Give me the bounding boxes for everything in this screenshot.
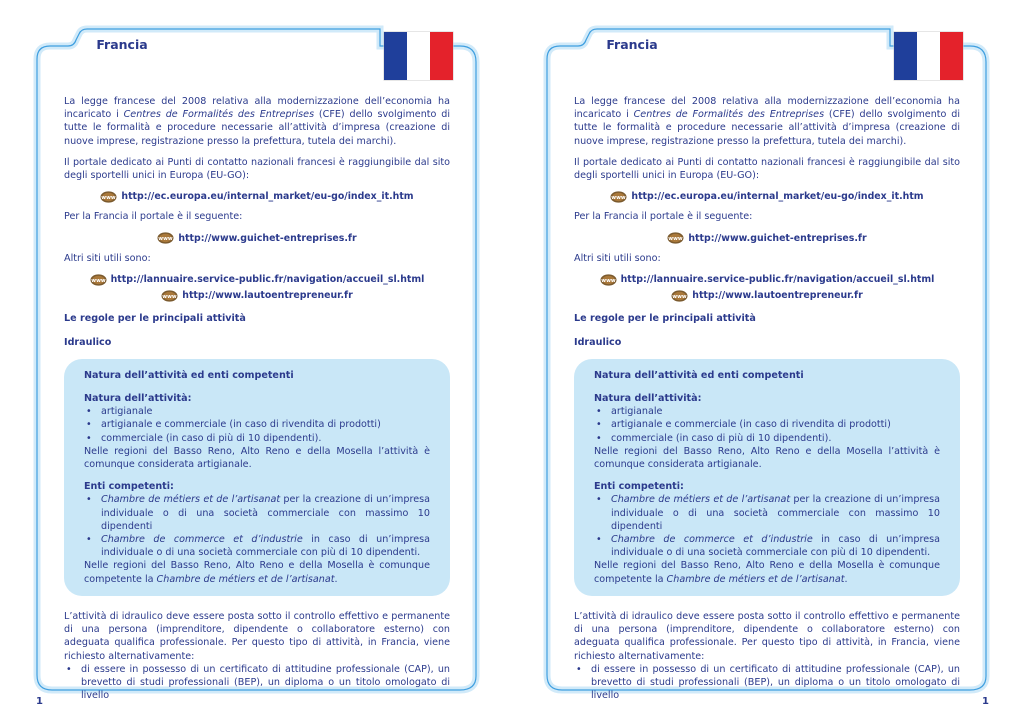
intro-paragraph-4: Altri siti utili sono:	[574, 252, 661, 264]
www-globe-icon	[667, 232, 684, 244]
section-heading: Le regole per le principali attività	[574, 313, 756, 325]
list-item: • artigianale	[594, 405, 940, 418]
list-item: • Chambre de métiers et de l’artisanat per la creazione di un’impresa individuale o di una società commerciale con massimo 10 dipendenti	[84, 493, 430, 533]
intro-paragraph-3: Per la Francia il portale è il seguente:	[574, 211, 753, 223]
www-globe-icon	[600, 274, 617, 286]
svg-text:www: www	[101, 194, 117, 201]
box-heading: Natura dell’attività ed enti competenti	[84, 369, 294, 381]
info-box	[64, 359, 450, 596]
link-eu-go[interactable]: www http://ec.europa.eu/internal_market/eu-go/index_it.htm	[101, 191, 414, 203]
enti-note: Nelle regioni del Basso Reno, Alto Reno e della Mosella è comunque competente la Chambre de métiers et de l’artisanat.	[594, 560, 940, 585]
enti-note: Nelle regioni del Basso Reno, Alto Reno e della Mosella è comunque competente la Chambre de métiers et de l’artisanat.	[84, 560, 430, 585]
intro-paragraph-3: Per la Francia il portale è il seguente:	[64, 211, 243, 223]
natura-title: Natura dell’attività:	[594, 393, 702, 405]
list-item: • Chambre de commerce et d’industrie in caso di un’impresa individuale o di una società commerciale con più di 10 dipendenti.	[594, 533, 940, 559]
after-box-paragraph: L’attività di idraulico deve essere posta sotto il controllo effettivo e permanente di una persona (imprenditore, dipendente o collaboratore esterno) con adeguata qualifica professionale. Per questo tipo di attività, in Francia, viene richiesto alternativamente:	[574, 610, 960, 662]
link-annuaire[interactable]: www http://lannuaire.service-public.fr/navigation/accueil_sl.html	[90, 274, 425, 286]
natura-list	[594, 405, 940, 445]
info-box	[574, 359, 960, 596]
enti-title: Enti competenti:	[594, 481, 684, 493]
header-title: Francia	[96, 37, 148, 52]
svg-text:www: www	[600, 277, 616, 284]
intro-paragraph-1: La legge francese del 2008 relativa alla modernizzazione dell’economia ha incaricato i Centres de Formalités des Entreprises (CFE) dello svolgimento di tutte le formalità e procedure necessarie all’attività d’impresa (creazione di nuove imprese, registrazione presso la prefettura, tutela dei marchi).	[64, 96, 451, 147]
subsection-heading: Idraulico	[574, 336, 622, 348]
enti-list	[594, 493, 940, 559]
after-box-list	[574, 663, 960, 703]
link-guichet[interactable]: www http://www.guichet-entreprises.fr	[668, 232, 867, 244]
svg-text:www: www	[672, 293, 687, 300]
svg-text:www: www	[90, 277, 106, 284]
www-globe-icon	[161, 290, 178, 302]
intro-paragraph-4: Altri siti utili sono:	[64, 252, 151, 264]
subsection-heading: Idraulico	[64, 336, 112, 348]
page-content	[64, 95, 450, 702]
list-item: • artigianale e commerciale (in caso di rivendita di prodotti)	[84, 418, 430, 431]
link-guichet[interactable]: www http://www.guichet-entreprises.fr	[158, 232, 357, 244]
svg-text:www: www	[158, 236, 174, 243]
link-autoentrepreneur[interactable]: www http://www.lautoentrepreneur.fr	[672, 290, 863, 302]
intro-paragraph-1: La legge francese del 2008 relativa alla modernizzazione dell’economia ha incaricato i Centres de Formalités des Entreprises (CFE) dello svolgimento di tutte le formalità e procedure necessarie all’attività d’impresa (creazione di nuove imprese, registrazione presso la prefettura, tutela dei marchi).	[574, 96, 961, 147]
natura-note: Nelle regioni del Basso Reno, Alto Reno e della Mosella l’attività è comunque considerata artigianale.	[84, 445, 430, 471]
list-item: • commerciale (in caso di più di 10 dipendenti).	[84, 432, 430, 445]
header-title: Francia	[606, 37, 658, 52]
svg-text:www: www	[162, 293, 177, 300]
svg-text:www: www	[611, 194, 627, 201]
enti-title: Enti competenti:	[84, 481, 174, 493]
natura-list	[84, 405, 430, 445]
page-number: 1	[36, 696, 43, 707]
after-box-list	[64, 663, 450, 703]
link-eu-go[interactable]: www http://ec.europa.eu/internal_market/eu-go/index_it.htm	[611, 191, 924, 203]
www-globe-icon	[610, 191, 627, 203]
list-item: • Chambre de commerce et d’industrie in caso di un’impresa individuale o di una società commerciale con più di 10 dipendenti.	[84, 533, 430, 559]
www-globe-icon	[671, 290, 688, 302]
list-item: • commerciale (in caso di più di 10 dipendenti).	[594, 432, 940, 445]
svg-text:www: www	[668, 236, 684, 243]
france-flag	[894, 32, 963, 80]
www-globe-icon	[90, 274, 107, 286]
enti-list	[84, 493, 430, 559]
list-item: • di essere in possesso di un certificato di attitudine professionale (CAP), un brevetto di studi professionali (BEP), un diploma o un titolo omologato di livello	[64, 663, 450, 703]
www-globe-icon	[157, 232, 174, 244]
intro-paragraph-2: Il portale dedicato ai Punti di contatto nazionali francesi è raggiungibile dal sito degli sportelli unici in Europa (EU-GO):	[64, 156, 450, 182]
section-heading: Le regole per le principali attività	[64, 313, 246, 325]
www-globe-icon	[100, 191, 117, 203]
list-item: • di essere in possesso di un certificato di attitudine professionale (CAP), un brevetto di studi professionali (BEP), un diploma o un titolo omologato di livello	[574, 663, 960, 703]
after-box-paragraph: L’attività di idraulico deve essere posta sotto il controllo effettivo e permanente di una persona (imprenditore, dipendente o collaboratore esterno) con adeguata qualifica professionale. Per questo tipo di attività, in Francia, viene richiesto alternativamente:	[64, 610, 450, 662]
page-content	[574, 95, 960, 702]
link-annuaire[interactable]: www http://lannuaire.service-public.fr/navigation/accueil_sl.html	[600, 274, 935, 286]
natura-title: Natura dell’attività:	[84, 393, 192, 405]
box-heading: Natura dell’attività ed enti competenti	[594, 369, 804, 381]
intro-paragraph-2: Il portale dedicato ai Punti di contatto nazionali francesi è raggiungibile dal sito degli sportelli unici in Europa (EU-GO):	[574, 156, 960, 182]
page-number: 1	[982, 696, 989, 707]
list-item: • artigianale	[84, 405, 430, 418]
natura-note: Nelle regioni del Basso Reno, Alto Reno e della Mosella l’attività è comunque considerata artigianale.	[594, 445, 940, 471]
list-item: • artigianale e commerciale (in caso di rivendita di prodotti)	[594, 418, 940, 431]
list-item: • Chambre de métiers et de l’artisanat per la creazione di un’impresa individuale o di una società commerciale con massimo 10 dipendenti	[594, 493, 940, 533]
france-flag	[384, 32, 453, 80]
page-right	[510, 0, 1022, 724]
link-autoentrepreneur[interactable]: www http://www.lautoentrepreneur.fr	[162, 290, 353, 302]
